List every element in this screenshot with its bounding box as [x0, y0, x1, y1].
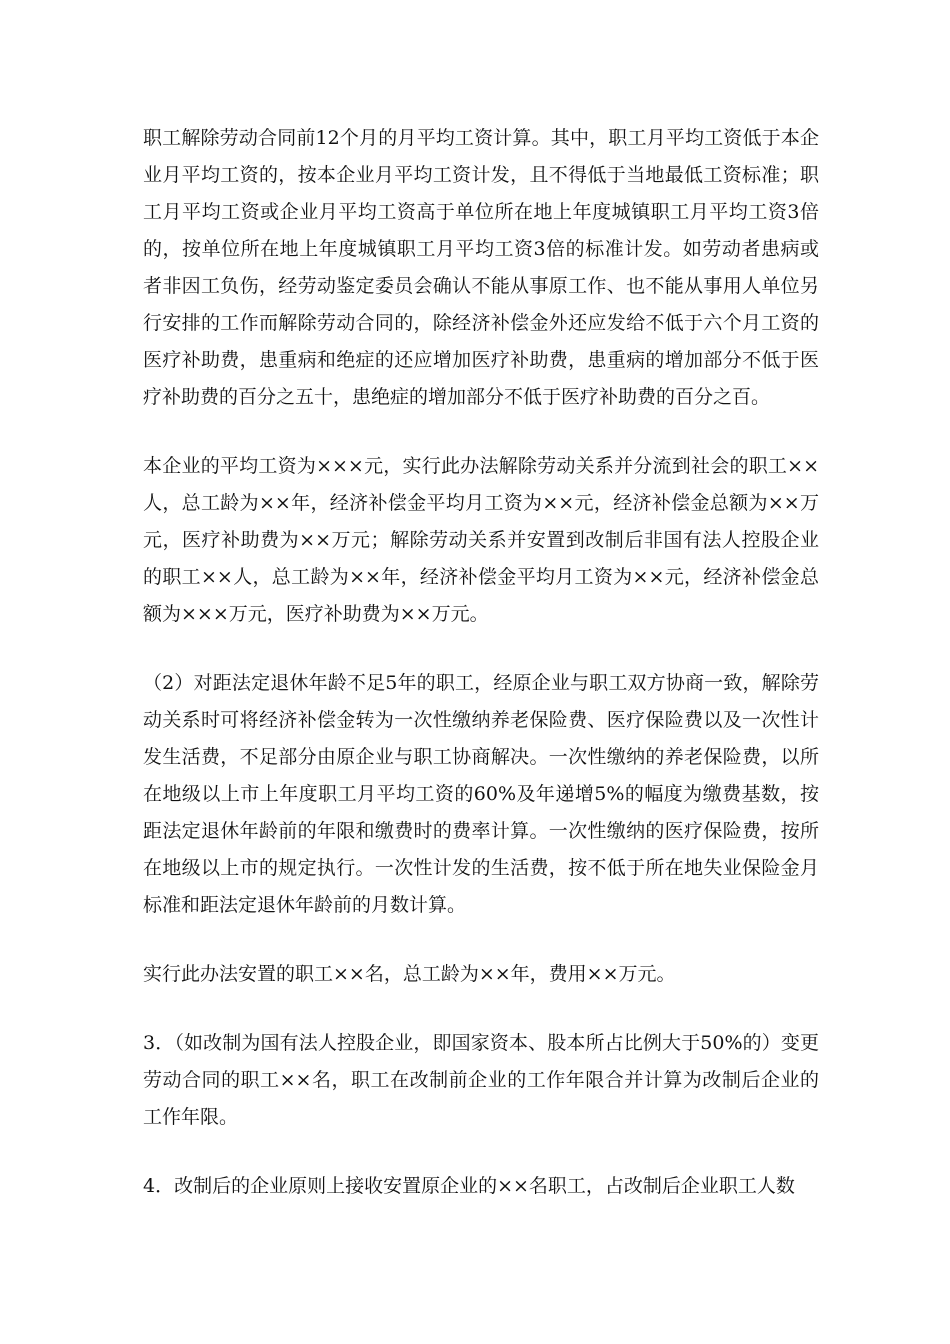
paragraph-reemployment: 4．改制后的企业原则上接收安置原企业的××名职工，占改制后企业职工人数	[143, 1175, 795, 1197]
document-body	[143, 120, 819, 1205]
paragraph-placement-count: 实行此办法安置的职工××名，总工龄为××年，费用××万元。	[143, 963, 676, 985]
paragraph-wage-calculation: 职工解除劳动合同前12个月的月平均工资计算。其中，职工月平均工资低于本企业月平均工资的，按本企业月平均工资计发，且不得低于当地最低工资标准；职工月平均工资或企业月平均工资高于单位所在地上年度城镇职工月平均工资3倍的，按单位所在地上年度城镇职工月平均工资3倍的标准计发。如劳动者患病或者非因工负伤，经劳动鉴定委员会确认不能从事原工作、也不能从事用人单位另行安排的工作而解除劳动合同的，除经济补偿金外还应发给不低于六个月工资的医疗补助费，患重病和绝症的还应增加医疗补助费，患重病的增加部分不低于医疗补助费的百分之五十，患绝症的增加部分不低于医疗补助费的百分之百。	[143, 127, 819, 408]
paragraph-contract-change: 3．（如改制为国有法人控股企业，即国家资本、股本所占比例大于50%的）变更劳动合同的职工××名，职工在改制前企业的工作年限合并计算为改制后企业的工作年限。	[143, 1032, 819, 1128]
paragraph-enterprise-average-wage: 本企业的平均工资为×××元，实行此办法解除劳动关系并分流到社会的职工××人，总工龄为××年，经济补偿金平均月工资为××元，经济补偿金总额为××万元，医疗补助费为××万元；解除劳动关系并安置到改制后非国有法人控股企业的职工××人，总工龄为××年，经济补偿金平均月工资为××元，经济补偿金总额为×××万元，医疗补助费为××万元。	[143, 455, 819, 625]
paragraph-near-retirement: （2）对距法定退休年龄不足5年的职工，经原企业与职工双方协商一致，解除劳动关系时可将经济补偿金转为一次性缴纳养老保险费、医疗保险费以及一次性计发生活费，不足部分由原企业与职工协商解决。一次性缴纳的养老保险费，以所在地级以上市上年度职工月平均工资的60%及年递增5%的幅度为缴费基数，按距法定退休年龄前的年限和缴费时的费率计算。一次性缴纳的医疗保险费，按所在地级以上市的规定执行。一次性计发的生活费，按不低于所在地失业保险金月标准和距法定退休年龄前的月数计算。	[143, 672, 819, 916]
